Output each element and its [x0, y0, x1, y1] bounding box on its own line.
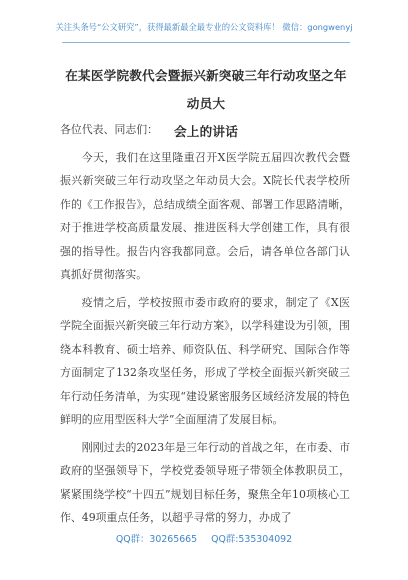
- footer-contacts: [0, 531, 408, 545]
- paragraph-3: 刚刚过去的2023年是三年行动的首战之年，在市委、市政府的坚强领导下，学校党委领导班子带领全体教职员工，紧紧围绕学校“十四五”规划目标任务，聚焦全年10项核心工作、49项重点任务，以超乎寻常的努力，办成了: [60, 441, 350, 525]
- paragraph-1: 今天，我们在这里隆重召开X医学院五届四次教代会暨振兴新突破三年行动攻坚之年动员大会。X院长代表学校所作的《工作报告》，总结成绩全面客观、部署工作思路清晰，对于推进学校高质量发展、推进医科大学创建工作，具有很强的指导性。报告内容我都同意。会后，请各单位各部门认真抓好贯彻落实。: [60, 151, 350, 282]
- title-line-1: 在某医学院教代会暨振兴新突破三年行动攻坚之年动员大: [65, 68, 347, 111]
- salutation: 各位代表、同志们：: [60, 123, 159, 136]
- header-divider: [62, 42, 350, 43]
- title-line-2: 会上的讲话: [174, 124, 238, 139]
- paragraph-2: 疫情之后，学校按照市委市政府的要求，制定了《X医学院全面振兴新突破三年行动方案》，以学科建设为引领，围绕本科教育、硕士培养、师资队伍、科学研究、国际合作等方面制定了132条攻坚任务，形成了学校全面振兴新突破三年行动任务清单，为实现“建设紧密服务区域经济发展的特色鲜明的应用型医科大学”全面厘清了发展目标。: [60, 296, 350, 427]
- footer-qq-group-2: QQ群:535304092: [211, 534, 293, 545]
- header-banner: 关注头条号“公文研究”，获得最新最全最专业的公文资料库！ 微信：gongwenyj: [55, 22, 353, 32]
- footer-qq-group-1: QQ群：30265665: [115, 534, 198, 545]
